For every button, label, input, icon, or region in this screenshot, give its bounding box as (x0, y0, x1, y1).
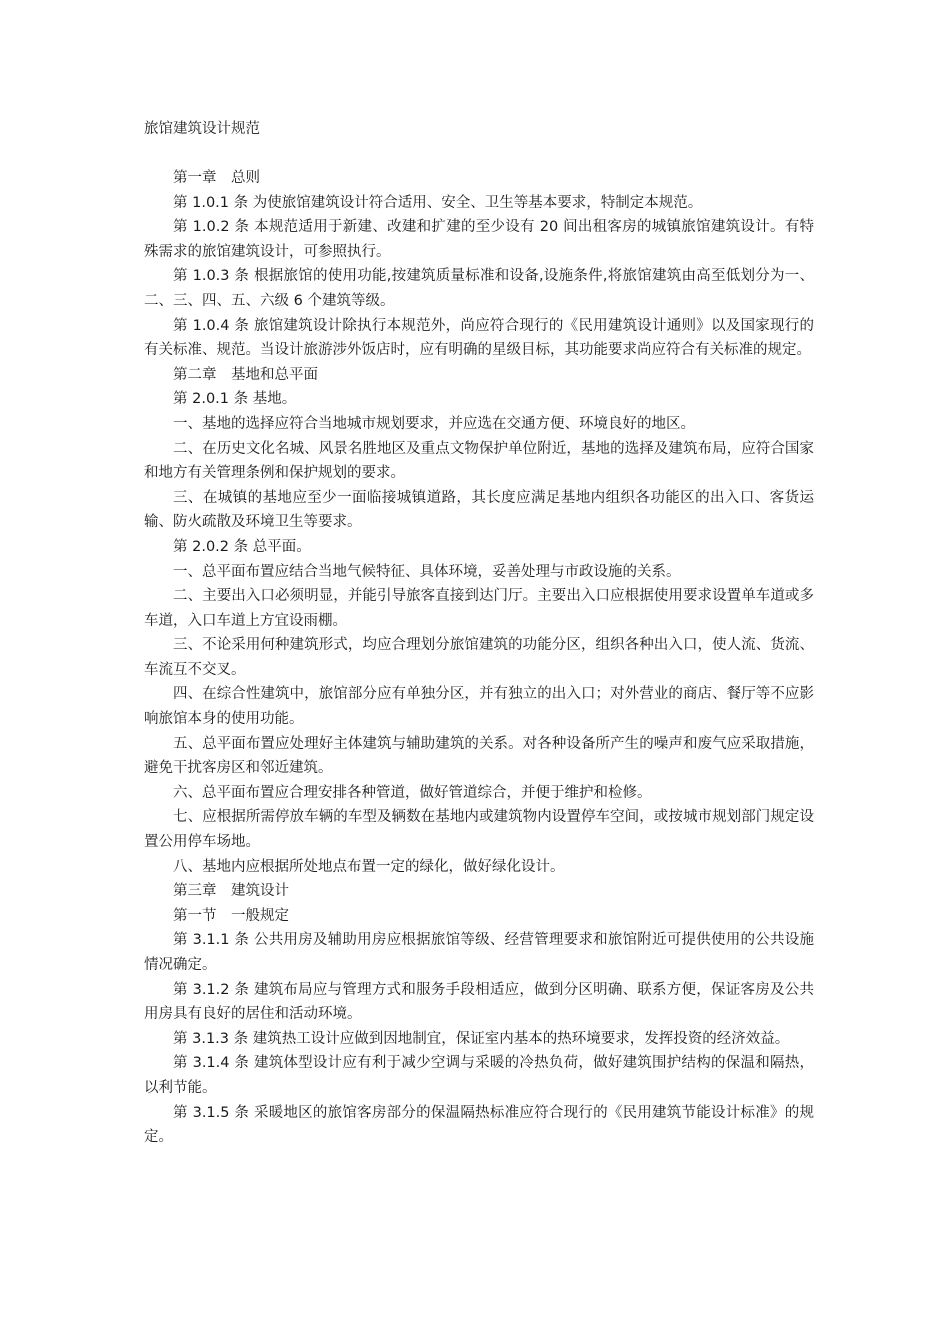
document-title: 旅馆建筑设计规范 (144, 121, 260, 137)
list-item-paragraph: 三、在城镇的基地应至少一面临接城镇道路，其长度应满足基地内组织各功能区的出入口、客货运输、防火疏散及环境卫生等要求。 (144, 489, 814, 531)
list-item-paragraph: 二、主要出入口必须明显，并能引导旅客直接到达门厅。主要出入口应根据使用要求设置单车道或多车道，入口车道上方宜设雨棚。 (144, 588, 814, 629)
chapter-heading: 第三章 建筑设计 (173, 883, 289, 900)
article-paragraph: 第 2.0.1 条 基地。 (173, 391, 297, 408)
list-item-paragraph: 七、应根据所需停放车辆的车型及辆数在基地内或建筑物内设置停车空间，或按城市规划部门规定设置公用停车场地。 (144, 809, 814, 851)
list-item-paragraph: 一、基地的选择应符合当地城市规划要求，并应选在交通方便、环境良好的地区。 (173, 415, 695, 432)
chapter-heading: 第一章 总则 (173, 170, 260, 186)
list-item-paragraph: 五、总平面布置应处理好主体建筑与辅助建筑的关系。对各种设备所产生的噪声和废气应采取措施，避免干扰客房区和邻近建筑。 (144, 735, 814, 777)
list-item-paragraph: 三、不论采用何种建筑形式，均应合理划分旅馆建筑的功能分区，组织各种出入口，使人流、货流、车流互不交叉。 (144, 637, 814, 678)
article-paragraph: 第 1.0.4 条 旅馆建筑设计除执行本规范外，尚应符合现行的《民用建筑设计通则》以及国家现行的有关标准、规范。当设计旅游涉外饭店时，应有明确的星级目标，其功能要求尚应符合有关标准的规定。 (144, 317, 814, 359)
list-item-paragraph: 六、总平面布置应合理安排各种管道，做好管道综合，并便于维护和检修。 (173, 784, 652, 801)
list-item-paragraph: 八、基地内应根据所处地点布置一定的绿化，做好绿化设计。 (173, 858, 565, 875)
list-item-paragraph: 二、在历史文化名城、风景名胜地区及重点文物保护单位附近，基地的选择及建筑布局，应符合国家和地方有关管理条例和保护规划的要求。 (144, 440, 814, 482)
article-paragraph: 第 3.1.5 条 采暖地区的旅馆客房部分的保温隔热标准应符合现行的《民用建筑节能设计标准》的规定。 (144, 1104, 814, 1146)
article-paragraph: 第 3.1.3 条 建筑热工设计应做到因地制宜，保证室内基本的热环境要求，发挥投资的经济效益。 (173, 1030, 790, 1047)
article-paragraph: 第 3.1.2 条 建筑布局应与管理方式和服务手段相适应，做到分区明确、联系方便，保证客房及公共用房具有良好的居住和活动环境。 (144, 981, 814, 1023)
document-body (144, 166, 814, 1150)
list-item-paragraph: 四、在综合性建筑中，旅馆部分应有单独分区，并有独立的出入口；对外营业的商店、餐厅等不应影响旅馆本身的使用功能。 (144, 686, 814, 728)
article-paragraph: 第 2.0.2 条 总平面。 (173, 538, 311, 555)
article-paragraph: 第 3.1.1 条 公共用房及辅助用房应根据旅馆等级、经营管理要求和旅馆附近可提供使用的公共设施情况确定。 (144, 932, 814, 973)
article-paragraph: 第 1.0.3 条 根据旅馆的使用功能,按建筑质量标准和设备,设施条件,将旅馆建筑由高至低划分为一、二、三、四、五、六级 6 个建筑等级。 (144, 268, 814, 309)
section-heading: 第一节 一般规定 (173, 907, 289, 924)
chapter-heading: 第二章 基地和总平面 (173, 366, 318, 383)
list-item-paragraph: 一、总平面布置应结合当地气候特征、具体环境，妥善处理与市政设施的关系。 (173, 563, 681, 580)
article-paragraph: 第 1.0.2 条 本规范适用于新建、改建和扩建的至少设有 20 间出租客房的城镇旅馆建筑设计。有特殊需求的旅馆建筑设计，可参照执行。 (144, 219, 814, 260)
article-paragraph: 第 3.1.4 条 建筑体型设计应有利于减少空调与采暖的冷热负荷，做好建筑围护结构的保温和隔热，以利节能。 (144, 1055, 814, 1096)
article-paragraph: 第 1.0.1 条 为使旅馆建筑设计符合适用、安全、卫生等基本要求，特制定本规范。 (173, 194, 703, 211)
